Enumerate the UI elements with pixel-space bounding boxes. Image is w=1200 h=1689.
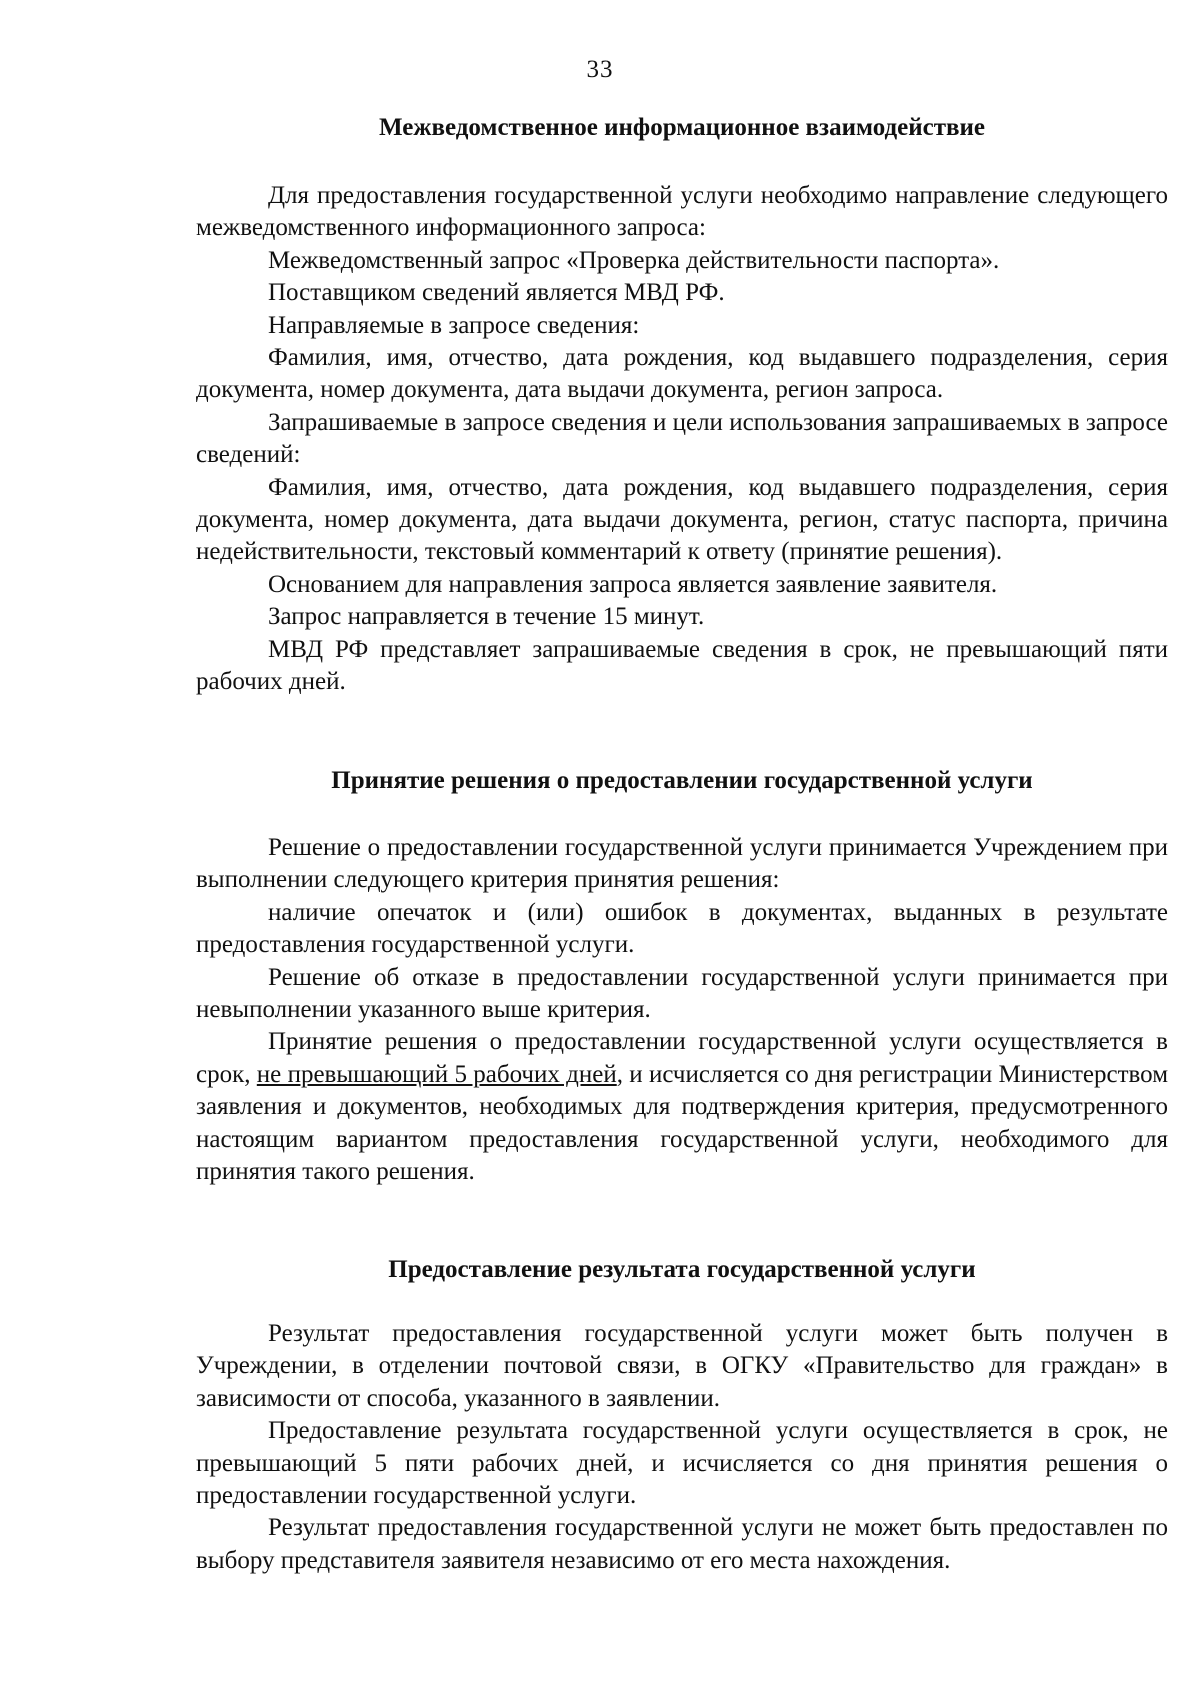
section-interagency — [196, 180, 1168, 699]
paragraph: Результат предоставления государственной услуги может быть получен в Учреждении, в отделении почтовой связи, в ОГКУ «Правительство для граждан» в зависимости от способа, указанного в заявлении. — [196, 1320, 1168, 1412]
section-heading-interagency: Межведомственное информационное взаимодействие — [379, 114, 985, 141]
decision-term-before: Принятие решения о предоставлении государственной услуги осуществляется в срок, — [196, 1028, 1168, 1088]
decision-term-paragraph — [196, 1026, 1168, 1188]
paragraph: наличие опечаток и (или) ошибок в документах, выданных в результате предоставления государственной услуги. — [196, 898, 1168, 959]
paragraph: Запрашиваемые в запросе сведения и цели использования запрашиваемых в запросе сведений: — [196, 408, 1168, 469]
section-heading-result: Предоставление результата государственной услуги — [388, 1256, 976, 1283]
section-decision — [196, 832, 1168, 1188]
section-heading-decision: Принятие решения о предоставлении государственной услуги — [331, 767, 1033, 794]
paragraph: Предоставление результата государственной услуги осуществляется в срок, не превышающий 5 пяти рабочих дней, и исчисляется со дня принятия решения о предоставлении государственной услуги. — [196, 1417, 1168, 1510]
paragraph: Основанием для направления запроса является заявление заявителя. — [268, 570, 998, 598]
paragraph: Направляемые в запросе сведения: — [268, 311, 640, 339]
paragraph: Для предоставления государственной услуги необходимо направление следующего межведомственного информационного запроса: — [196, 182, 1168, 242]
decision-term-underlined: не превышающий 5 рабочих дней — [256, 1060, 617, 1088]
paragraph: Фамилия, имя, отчество, дата рождения, код выдавшего подразделения, серия документа, номер документа, дата выдачи документа, регион, статус паспорта, причина недействительности, текстовый комментарий к ответу (принятие решения). — [196, 473, 1168, 566]
decision-term-after: , и исчисляется со дня регистрации Министерством заявления и документов, необходимых для подтверждения критерия, предусмотренного настоящим вариантом предоставления государственной услуги, необходимого для принятия такого решения. — [196, 1060, 1169, 1186]
paragraph: МВД РФ представляет запрашиваемые сведения в срок, не превышающий пяти рабочих дней. — [196, 635, 1168, 696]
paragraph: Запрос направляется в течение 15 минут. — [268, 603, 705, 631]
section-result — [196, 1318, 1168, 1577]
paragraph: Межведомственный запрос «Проверка действительности паспорта». — [268, 246, 1000, 274]
paragraph: Поставщиком сведений является МВД РФ. — [268, 279, 725, 307]
paragraph: Фамилия, имя, отчество, дата рождения, код выдавшего подразделения, серия документа, номер документа, дата выдачи документа, регион запроса. — [196, 344, 1168, 404]
page-number: 33 — [586, 56, 614, 83]
paragraph: Решение о предоставлении государственной услуги принимается Учреждением при выполнении следующего критерия принятия решения: — [196, 834, 1168, 894]
paragraph: Результат предоставления государственной услуги не может быть предоставлен по выбору представителя заявителя независимо от его места нахождения. — [196, 1514, 1168, 1574]
paragraph: Решение об отказе в предоставлении государственной услуги принимается при невыполнении указанного выше критерия. — [196, 963, 1168, 1024]
